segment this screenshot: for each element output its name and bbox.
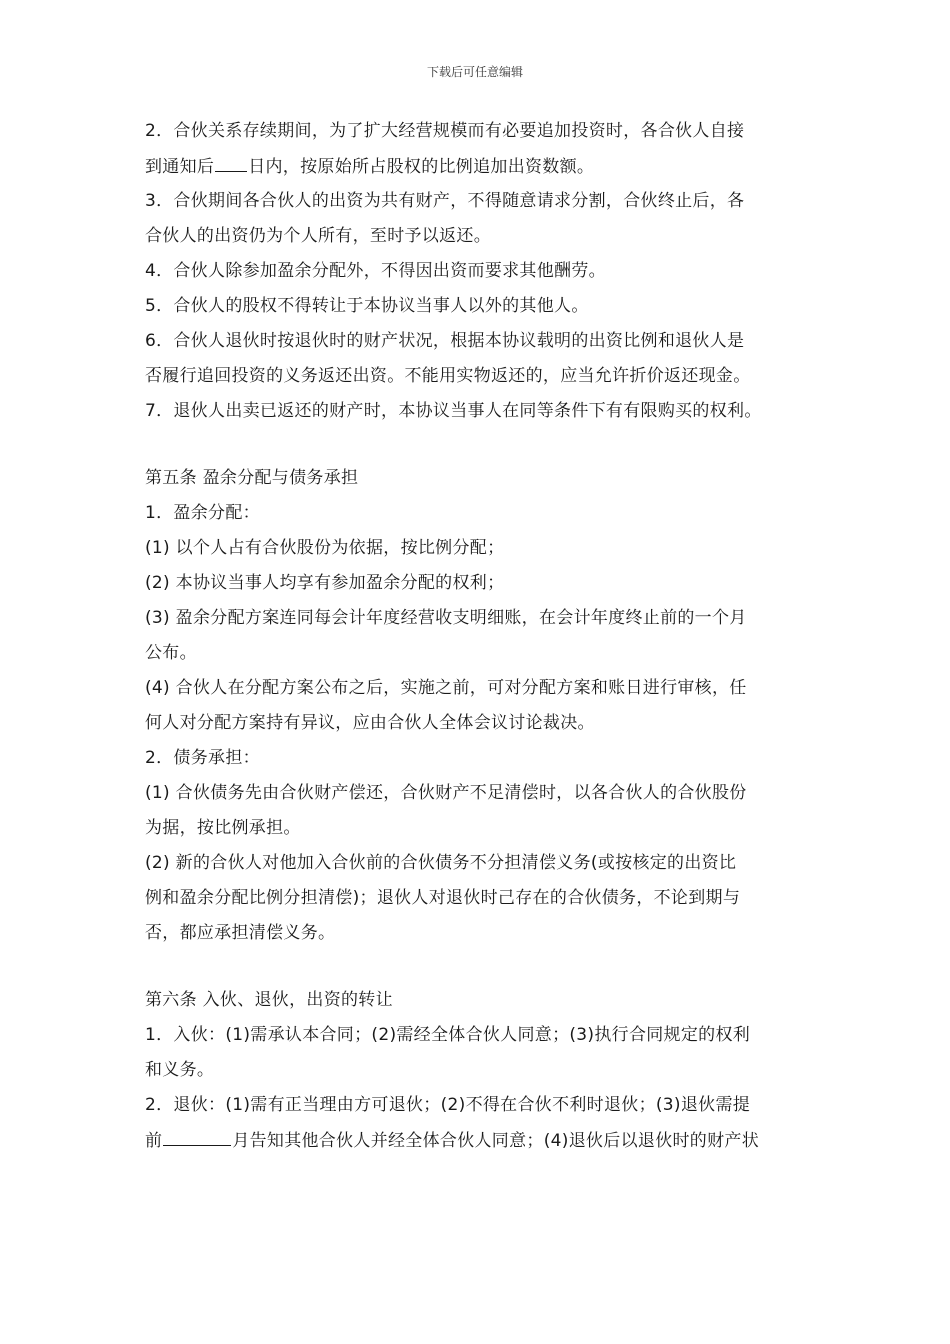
months-fill-blank xyxy=(163,1131,231,1146)
clause-2-text-before-blank: 到通知后 xyxy=(145,157,215,177)
section-5-item-2-2-line-1: (2) 新的合伙人对他加入合伙前的合伙债务不分担清偿义务(或按核定的出资比 xyxy=(145,853,737,873)
section-5-item-2-1-line-2: 为据，按比例承担。 xyxy=(145,818,301,838)
section-5-item-1-3-line-2: 公布。 xyxy=(145,643,197,663)
section-5-item-1-3-line-1: (3) 盈余分配方案连同每会计年度经营收支明细账，在会计年度终止前的一个月 xyxy=(145,608,747,628)
section-5-item-1-2: (2) 本协议当事人均享有参加盈余分配的权利； xyxy=(145,573,505,593)
section-6-item-1-line-2: 和义务。 xyxy=(145,1060,215,1080)
clause-3-line-1: 3．合伙期间各合伙人的出资为共有财产，不得随意请求分割，合伙终止后，各 xyxy=(145,191,745,211)
page-header: 下载后可任意编辑 xyxy=(426,65,523,79)
section-5-item-1-4-line-1: (4) 合伙人在分配方案公布之后，实施之前，可对分配方案和账日进行审核，任 xyxy=(145,678,747,698)
section-5-item-2-2-line-3: 否，都应承担清偿义务。 xyxy=(145,923,336,943)
document-body xyxy=(145,122,825,1150)
section-6-item-2-text-after-blank: 月告知其他合伙人并经全体合伙人同意；(4)退伙后以退伙时的财产状 xyxy=(232,1131,759,1151)
section-6-item-2-text-before-blank: 前 xyxy=(145,1131,163,1151)
section-6-item-1-line-1: 1．入伙：(1)需承认本合同；(2)需经全体合伙人同意；(3)执行合同规定的权利 xyxy=(145,1025,751,1045)
section-6-title: 第六条 入伙、退伙，出资的转让 xyxy=(145,990,393,1010)
days-fill-blank xyxy=(215,157,247,172)
section-6-item-2-line-1: 2．退伙：(1)需有正当理由方可退伙；(2)不得在合伙不利时退伙；(3)退伙需提 xyxy=(145,1095,751,1115)
section-5-title: 第五条 盈余分配与债务承担 xyxy=(145,468,359,488)
clause-5: 5．合伙人的股权不得转让于本协议当事人以外的其他人。 xyxy=(145,296,589,316)
clause-2-line-1: 2．合伙关系存续期间，为了扩大经营规模而有必要追加投资时，各合伙人自接 xyxy=(145,121,745,141)
section-5-item-2-1-line-1: (1) 合伙债务先由合伙财产偿还，合伙财产不足清偿时，以各合伙人的合伙股份 xyxy=(145,783,747,803)
clause-2-line-2 xyxy=(145,157,825,176)
section-5-item-2-2-line-2: 例和盈余分配比例分担清偿)；退伙人对退伙时己存在的合伙债务，不论到期与 xyxy=(145,888,741,908)
clause-6-line-1: 6．合伙人退伙时按退伙时的财产状况，根据本协议载明的出资比例和退伙人是 xyxy=(145,331,745,351)
section-5-item-1-4-line-2: 何人对分配方案持有异议，应由合伙人全体会议讨论裁决。 xyxy=(145,713,595,733)
section-6-item-2-line-2 xyxy=(145,1131,825,1150)
section-5-item-1: 1．盈余分配： xyxy=(145,503,260,523)
clause-2-text-after-blank: 日内，按原始所占股权的比例追加出资数额。 xyxy=(248,157,595,177)
clause-4: 4．合伙人除参加盈余分配外，不得因出资而要求其他酬劳。 xyxy=(145,261,606,281)
clause-7: 7．退伙人出卖已返还的财产时，本协议当事人在同等条件下有有限购买的权利。 xyxy=(145,401,762,421)
clause-3-line-2: 合伙人的出资仍为个人所有，至时予以返还。 xyxy=(145,226,491,246)
section-5-item-1-1: (1) 以个人占有合伙股份为依据，按比例分配； xyxy=(145,538,505,558)
clause-6-line-2: 否履行追回投资的义务返还出资。不能用实物返还的，应当允许折价返还现金。 xyxy=(145,366,751,386)
section-5-item-2: 2．债务承担： xyxy=(145,748,260,768)
